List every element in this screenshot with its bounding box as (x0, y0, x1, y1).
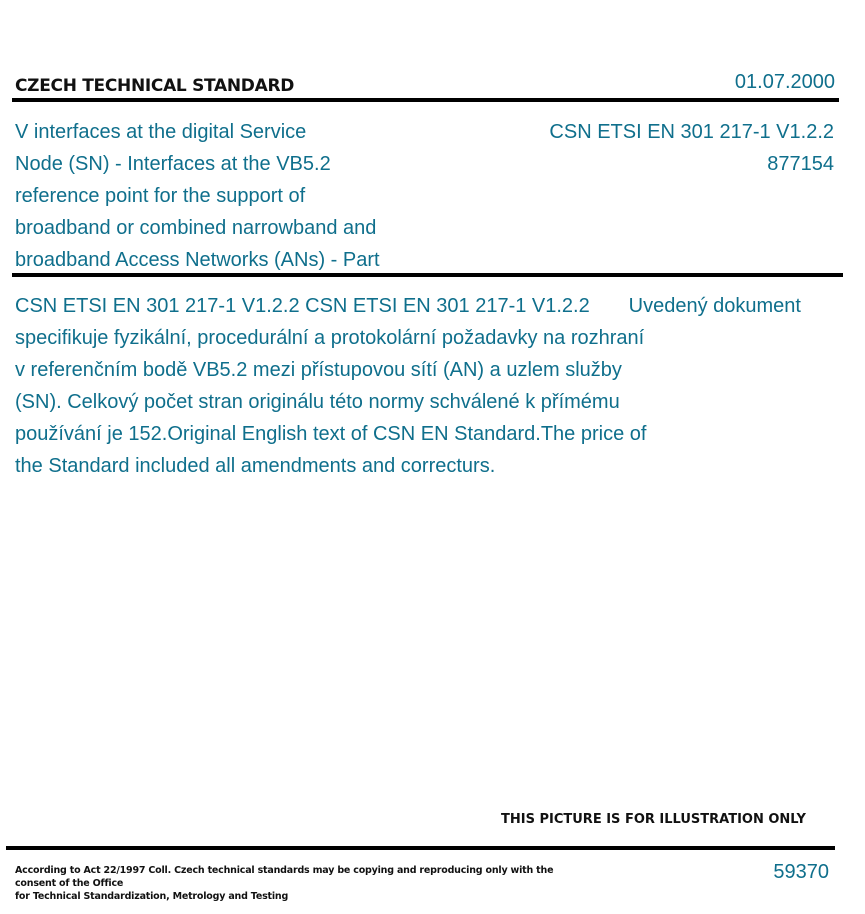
title-line: V interfaces at the digital Service (15, 121, 307, 143)
document-description (15, 290, 855, 482)
standard-category-heading: CZECH TECHNICAL STANDARD (15, 76, 295, 96)
document-identifier (549, 116, 834, 180)
catalog-number: 877154 (767, 153, 834, 175)
legal-notice (15, 864, 585, 903)
footer-number: 59370 (773, 861, 829, 883)
description-line: v referenčním bodě VB5.2 mezi přístupovou sítí (AN) a uzlem služby (15, 359, 622, 381)
description-line: CSN ETSI EN 301 217-1 V1.2.2 CSN ETSI EN 301 217-1 V1.2.2 Uvedený dokument (15, 295, 801, 317)
footer-divider (6, 846, 835, 850)
description-line: (SN). Celkový počet stran originálu této normy schválené k přímému (15, 391, 620, 413)
illustration-disclaimer: THIS PICTURE IS FOR ILLUSTRATION ONLY (501, 812, 806, 827)
header-divider (12, 98, 839, 102)
title-line: broadband or combined narrowband and (15, 217, 377, 239)
title-line: Node (SN) - Interfaces at the VB5.2 (15, 153, 331, 175)
legal-line: for Technical Standardization, Metrology and Testing (15, 891, 289, 902)
description-line: the Standard included all amendments and correcturs. (15, 455, 496, 477)
legal-line: According to Act 22/1997 Coll. Czech technical standards may be copying and reproducing only with the consent of the Office (15, 865, 554, 889)
description-line: používání je 152.Original English text of CSN EN Standard.The price of (15, 423, 647, 445)
standard-code: CSN ETSI EN 301 217-1 V1.2.2 (549, 121, 834, 143)
document-title (15, 116, 435, 276)
title-line: broadband Access Networks (ANs) - Part (15, 249, 380, 271)
title-divider (12, 273, 843, 277)
title-line: reference point for the support of (15, 185, 306, 207)
description-line: specifikuje fyzikální, procedurální a protokolární požadavky na rozhraní (15, 327, 645, 349)
publication-date: 01.07.2000 (734, 71, 835, 93)
